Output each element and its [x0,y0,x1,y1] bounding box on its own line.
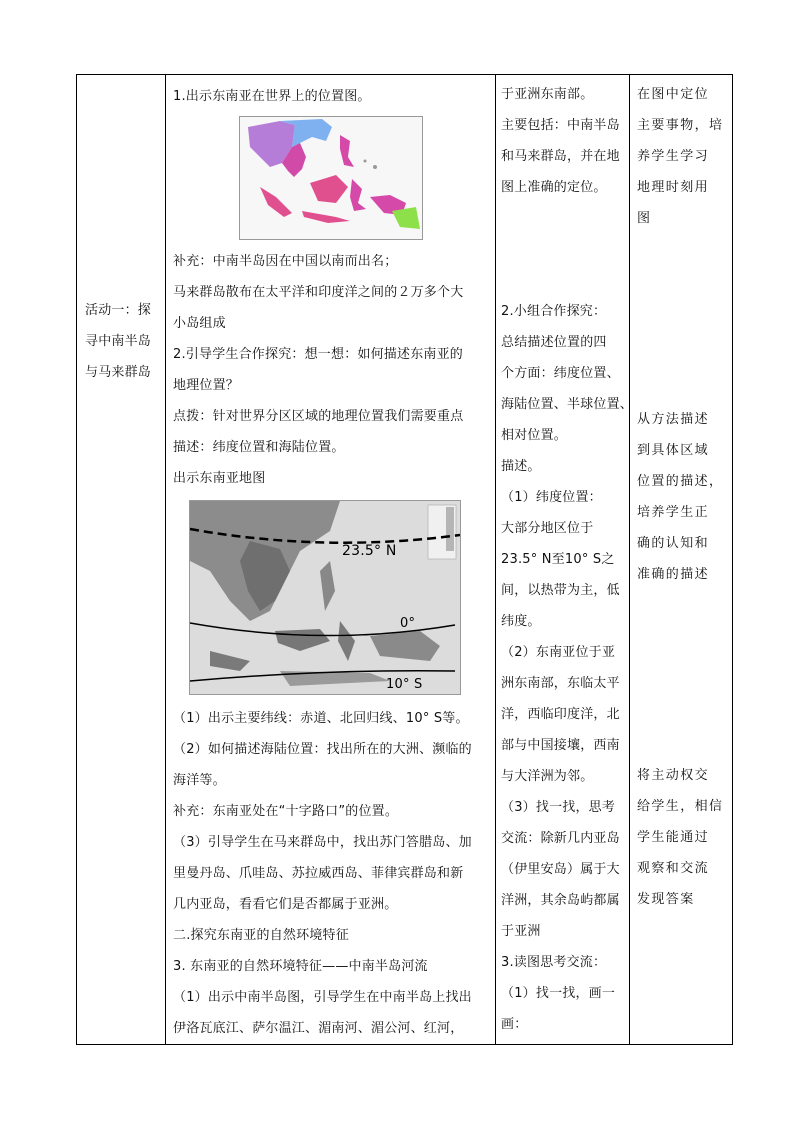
teacher-line: 补充：中南半岛因在中国以南而出名； [173,254,398,269]
activity-title-line-1: 活动一：探 [85,303,152,318]
student-line: 个方面：纬度位置、 [501,366,620,381]
student-line: 大部分地区位于 [501,521,594,536]
teacher-line: 伊洛瓦底江、萨尔温江、湄南河、湄公河、红河， [173,1021,464,1036]
map-label-10s: 10° S [386,677,423,692]
intent-line: 地理时刻用 [637,180,710,195]
intent-line: 确的认知和 [637,536,710,551]
map-label-tropic: 23.5° N [342,543,397,559]
intent-line: 将主动权交 [637,768,710,783]
student-activity-cell [496,75,634,1045]
teacher-line: 描述：纬度位置和海陆位置。 [173,440,345,455]
student-line: （1）纬度位置： [501,490,602,505]
teacher-line: 海洋等。 [173,773,226,788]
teacher-line: 地理位置？ [173,378,240,393]
activity-cell [77,75,166,1045]
student-line: 描述。 [501,459,541,474]
southeast-asia-location-map [239,116,423,240]
teacher-line: 2.引导学生合作探究：想一想：如何描述东南亚的 [173,347,464,362]
student-line: 部与中国接壤，西南 [501,738,620,753]
student-line: 23.5° N至10° S之 [501,552,615,567]
student-line: 总结描述位置的四 [501,335,607,350]
southeast-asia-latitude-map [189,500,461,695]
student-line: 主要包括：中南半岛 [501,118,620,133]
lesson-plan-table [76,74,733,1045]
intent-line: 给学生，相信 [637,799,724,814]
student-line: （1）找一找，画一 [501,986,616,1001]
student-line: 洲东南部，东临太平 [501,676,620,691]
student-line: 和马来群岛，并在地 [501,149,620,164]
student-line: （2）东南亚位于亚 [501,645,616,660]
teacher-line: （2）如何描述海陆位置：找出所在的大洲、濒临的 [173,742,472,757]
student-line: 纬度。 [501,614,541,629]
student-line: 画： [501,1017,528,1032]
teacher-activity-cell [166,75,496,1045]
student-line: 于亚洲 [501,924,541,939]
intent-line: 图 [637,211,652,226]
student-line: （伊里安岛）属于大 [501,862,620,877]
teacher-line: （1）出示中南半岛图，引导学生在中南半岛上找出 [173,990,472,1005]
student-line: 与大洋洲为邻。 [501,769,594,784]
activity-title-line-2: 寻中南半岛 [85,334,152,349]
student-line: 交流：除新几内亚岛 [501,831,620,846]
intent-line: 准确的描述 [637,567,710,582]
student-line: 间，以热带为主，低 [501,583,620,598]
intent-line: 主要事物，培 [637,118,724,133]
teacher-line: 二.探究东南亚的自然环境特征 [173,928,349,943]
intent-line: 学生能通过 [637,830,710,845]
activity-title-line-3: 与马来群岛 [85,365,152,380]
student-line: 于亚洲东南部。 [501,87,594,102]
intent-line: 从方法描述 [637,412,710,427]
teacher-line: （3）引导学生在马来群岛中，找出苏门答腊岛、加 [173,835,472,850]
teacher-line: 3. 东南亚的自然环境特征——中南半岛河流 [173,959,428,974]
teacher-line: 出示东南亚地图 [173,471,266,486]
teacher-line: 小岛组成 [173,316,226,331]
student-line: 图上准确的定位。 [501,180,607,195]
design-intent-cell [630,75,733,1045]
student-line: 相对位置。 [501,428,568,443]
intent-line: 位置的描述， [637,474,724,489]
student-line: （3）找一找，思考 [501,800,616,815]
teacher-line: 马来群岛散布在太平洋和印度洋之间的２万多个大 [173,285,464,300]
student-line: 3.读图思考交流： [501,955,607,970]
teacher-line: 里曼丹岛、爪哇岛、苏拉威西岛、菲律宾群岛和新 [173,866,464,881]
intent-line: 发现答案 [637,892,695,907]
teacher-line: 点拨：针对世界分区区域的地理位置我们需要重点 [173,409,464,424]
student-line: 洋，西临印度洋，北 [501,707,620,722]
intent-line: 观察和交流 [637,861,710,876]
intent-line: 培养学生正 [637,505,710,520]
intent-line: 养学生学习 [637,149,710,164]
teacher-line: 补充：东南亚处在“十字路口”的位置。 [173,804,399,819]
student-line: 洋洲，其余岛屿都属 [501,893,620,908]
intent-line: 在图中定位 [637,87,710,102]
intent-line: 到具体区域 [637,443,710,458]
teacher-line: 1.出示东南亚在世界上的位置图。 [173,89,371,104]
teacher-line: 几内亚岛，看看它们是否都属于亚洲。 [173,897,398,912]
map-label-equator: 0° [400,616,416,631]
student-line: 2.小组合作探究： [501,304,607,319]
student-line: 海陆位置、半球位置、 [501,397,634,412]
teacher-line: （1）出示主要纬线：赤道、北回归线、10° S等。 [173,711,469,726]
